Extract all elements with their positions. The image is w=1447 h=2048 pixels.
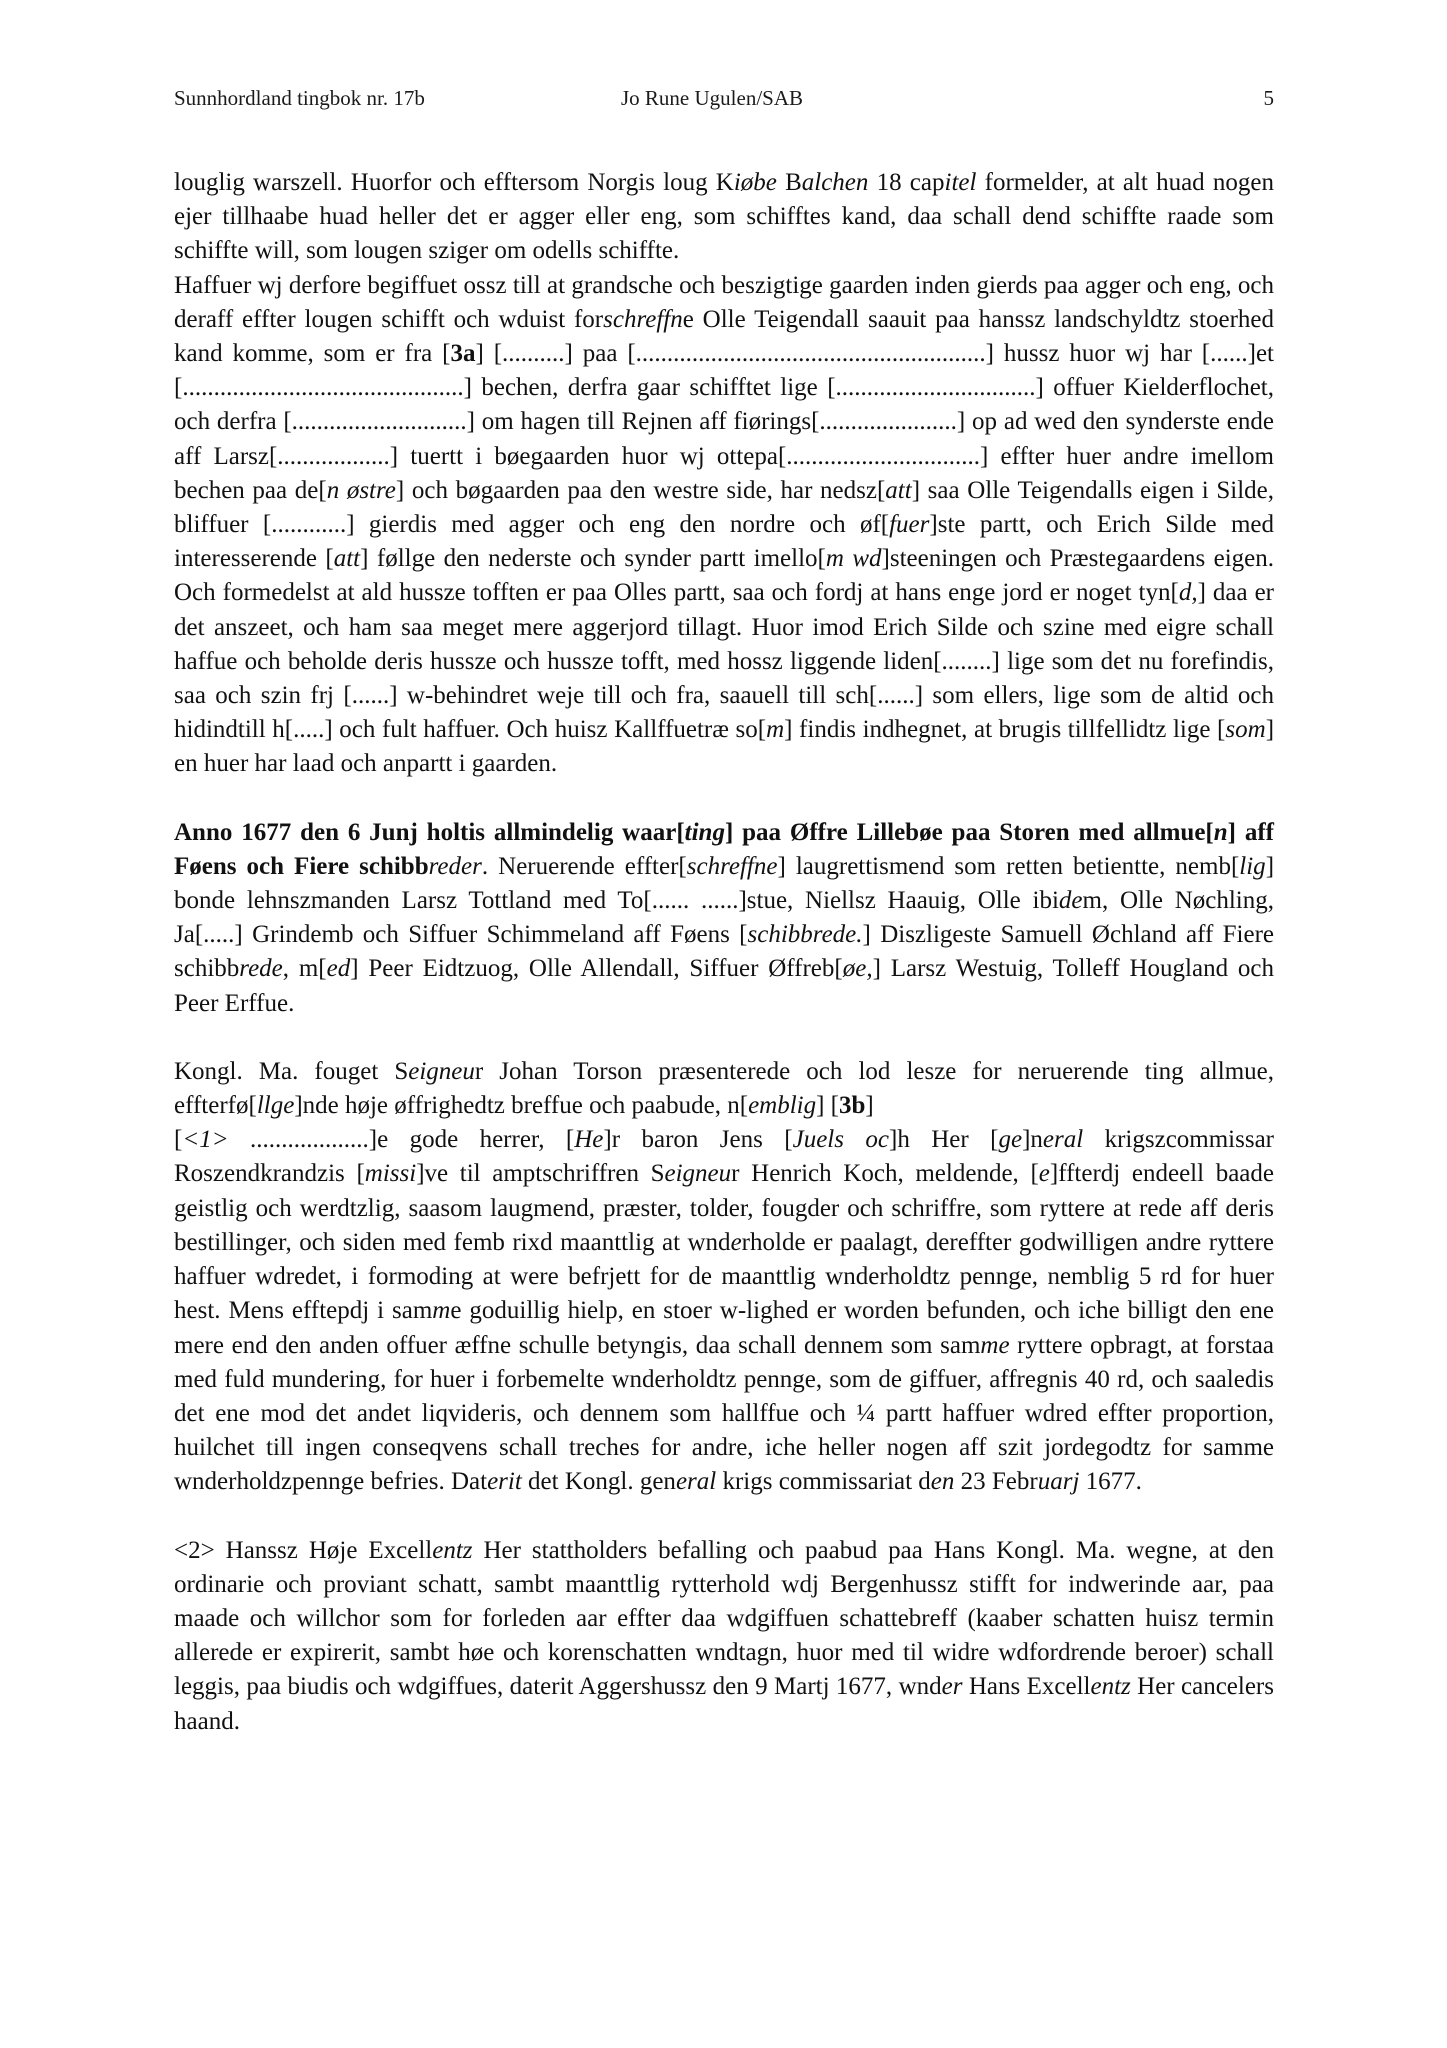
paragraph-stattholder-order: <2> Hanssz Høje Excellentz Her stattholders befalling och paabud paa Hans Kongl. Ma. wegne, at den ordinarie och proviant schatt, sambt maanttlig rytterhold wdj Bergenhussz stifft for indwerinde aar, paa maade och willchor som for forleden aar effter daa wdgiffuen schattebreff (kaaber schatten huisz termin allerede er expirerit, sambt høe och korenschatten wndtagn, huor med til widre wdfordrende beroer) schall leggis, paa biudis och wdgiffues, daterit Aggershussz den 9 Martj 1677, wnder Hans Excellentz Her cancelers haand. — [174, 1536, 1274, 1735]
paragraph-court-session-1677: Anno 1677 den 6 Junj holtis allmindelig waar[ting] paa Øffre Lillebøe paa Storen med allmue[n] aff Føens och Fiere schibbreder. Neruerende effter[schreffne] laugrettismend som retten betientte, nemb[lig] bonde lehnszmanden Larsz Tottland med To[...... ......]stue, Niellsz Haauig, Olle ibidem, Olle Nøchling, Ja[.....] Grindemb och Siffuer Schimmeland aff Føens [schibbrede.] Diszligeste Samuell Øchland aff Fiere schibbrede, m[ed] Peer Eidtzuog, Olle Allendall, Siffuer Øffreb[øe,] Larsz Westuig, Tolleff Hougland och Peer Erffue. — [174, 818, 1275, 1017]
transcription-body — [174, 166, 1274, 1739]
paragraph-farm-division: Haffuer wj derfore begiffuet ossz till at grandsche och beszigtige gaarden inden gierds paa agger och eng, och deraff effter lougen schifft och wduist forschreffne Olle Teigendall saauit paa hanssz landschyldtz stoerhed kand komme, som er fra [3a] [..........] paa [........................................................] hussz huor wj har [......]et [.............................................] bechen, derfra gaar schifftet lige [................................] offuer Kielderflochet, och derfra [............................] om hagen till Rejnen aff fiørings[......................] op ad wed den synderste ende aff Larsz[..................] tuertt i bøegaarden huor wj ottepa[...............................] effter huer andre imellom bechen paa de[n østre] och bøgaarden paa den westre side, har nedsz[att] saa Olle Teigendalls eigen i Silde, bliffuer [............] gierdis med agger och eng den nordre och øf[fuer]ste partt, och Erich Silde med interesserende [att] føllge den nederste och synder partt imello[m wd]steeningen och Præstegaardens eigen. Och formedelst at ald hussze tofften er paa Olles partt, saa och fordj at hans enge jord er noget tyn[d,] daa er det anszeet, och ham saa meget mere aggerjord tillagt. Huor imod Erich Silde och szine med eigre schall haffue och beholde deris hussze och hussze tofft, med hossz liggende liden[........] lige som det nu forefindis, saa och szin frj [......] w-behindret weje till och fra, saauell till sch[......] som ellers, lige som de altid och hidindtill h[.....] och fult haffuer. Och huisz Kallffuetræ so[m] findis indhegnet, at brugis tillfellidtz lige [som] en huer har laad och anpartt i gaarden. — [174, 271, 1275, 778]
paragraph-bailiff-presentation: Kongl. Ma. fouget Seigneur Johan Torson præsenterede och lod lesze for neruerende ting allmue, effterfø[llge]nde høje øffrighedtz breffue och paabude, n[emblig] [3b] — [174, 1057, 1274, 1120]
page-number: 5 — [1263, 86, 1274, 110]
header-author: Jo Rune Ugulen/SAB — [621, 86, 804, 110]
header-book-title: Sunnhordland tingbok nr. 17b — [174, 86, 425, 110]
page-header — [174, 86, 1274, 116]
paragraph-cavalry-ordinance: [<1> ...................]e gode herrer, [He]r baron Jens [Juels oc]h Her [ge]neral krigszcommissar Roszendkrandzis [missi]ve til amptschriffren Seigneur Henrich Koch, meldende, [e]ffterdj endeell baade geistlig och werdtzlig, saasom laugmend, præster, tolder, fougder och schriffre, som ryttere at rede aff deris bestillinger, och siden med femb rixd maanttlig at wnderholde er paalagt, dereffter godwilligen andre ryttere haffuer wdredet, i formoding at were befrjett for de maanttlig wnderholdtz pennge, nemblig 5 rd for huer hest. Mens efftерdj i samme goduillig hielp, en stoer w-lighed er worden befunden, och iche billigt den ene mere end den anden offuer æffne schulle betyngis, daa schall dennem som samme ryttere opbragt, at forstaa med fuld mundering, for huer i forbemelte wnderholdtz pennge, som de giffuer, affregnis 40 rd, och saaledis det ene mod det andet liqvideris, och dennem som hallffue och ¼ partt haffuer wdred effter proportion, huilchet till ingen conseqvens schall treches for andre, iche heller nogen aff szit jordegodtz for samme wnderholdzpennge befries. Daterit det Kongl. general krigs commissariat den 23 Februarj 1677. — [174, 1126, 1275, 1496]
paragraph-odel-division-law: louglig warszell. Huorfor och efftersom Norgis loug Kiøbe Balchen 18 capitel formelder, at alt huad nogen ejer tillhaabe huad heller det er agger eller eng, som schifftes kand, daa schall dend schiffte raade som schiffte will, som lougen sziger om odells schiffte. — [174, 169, 1274, 265]
